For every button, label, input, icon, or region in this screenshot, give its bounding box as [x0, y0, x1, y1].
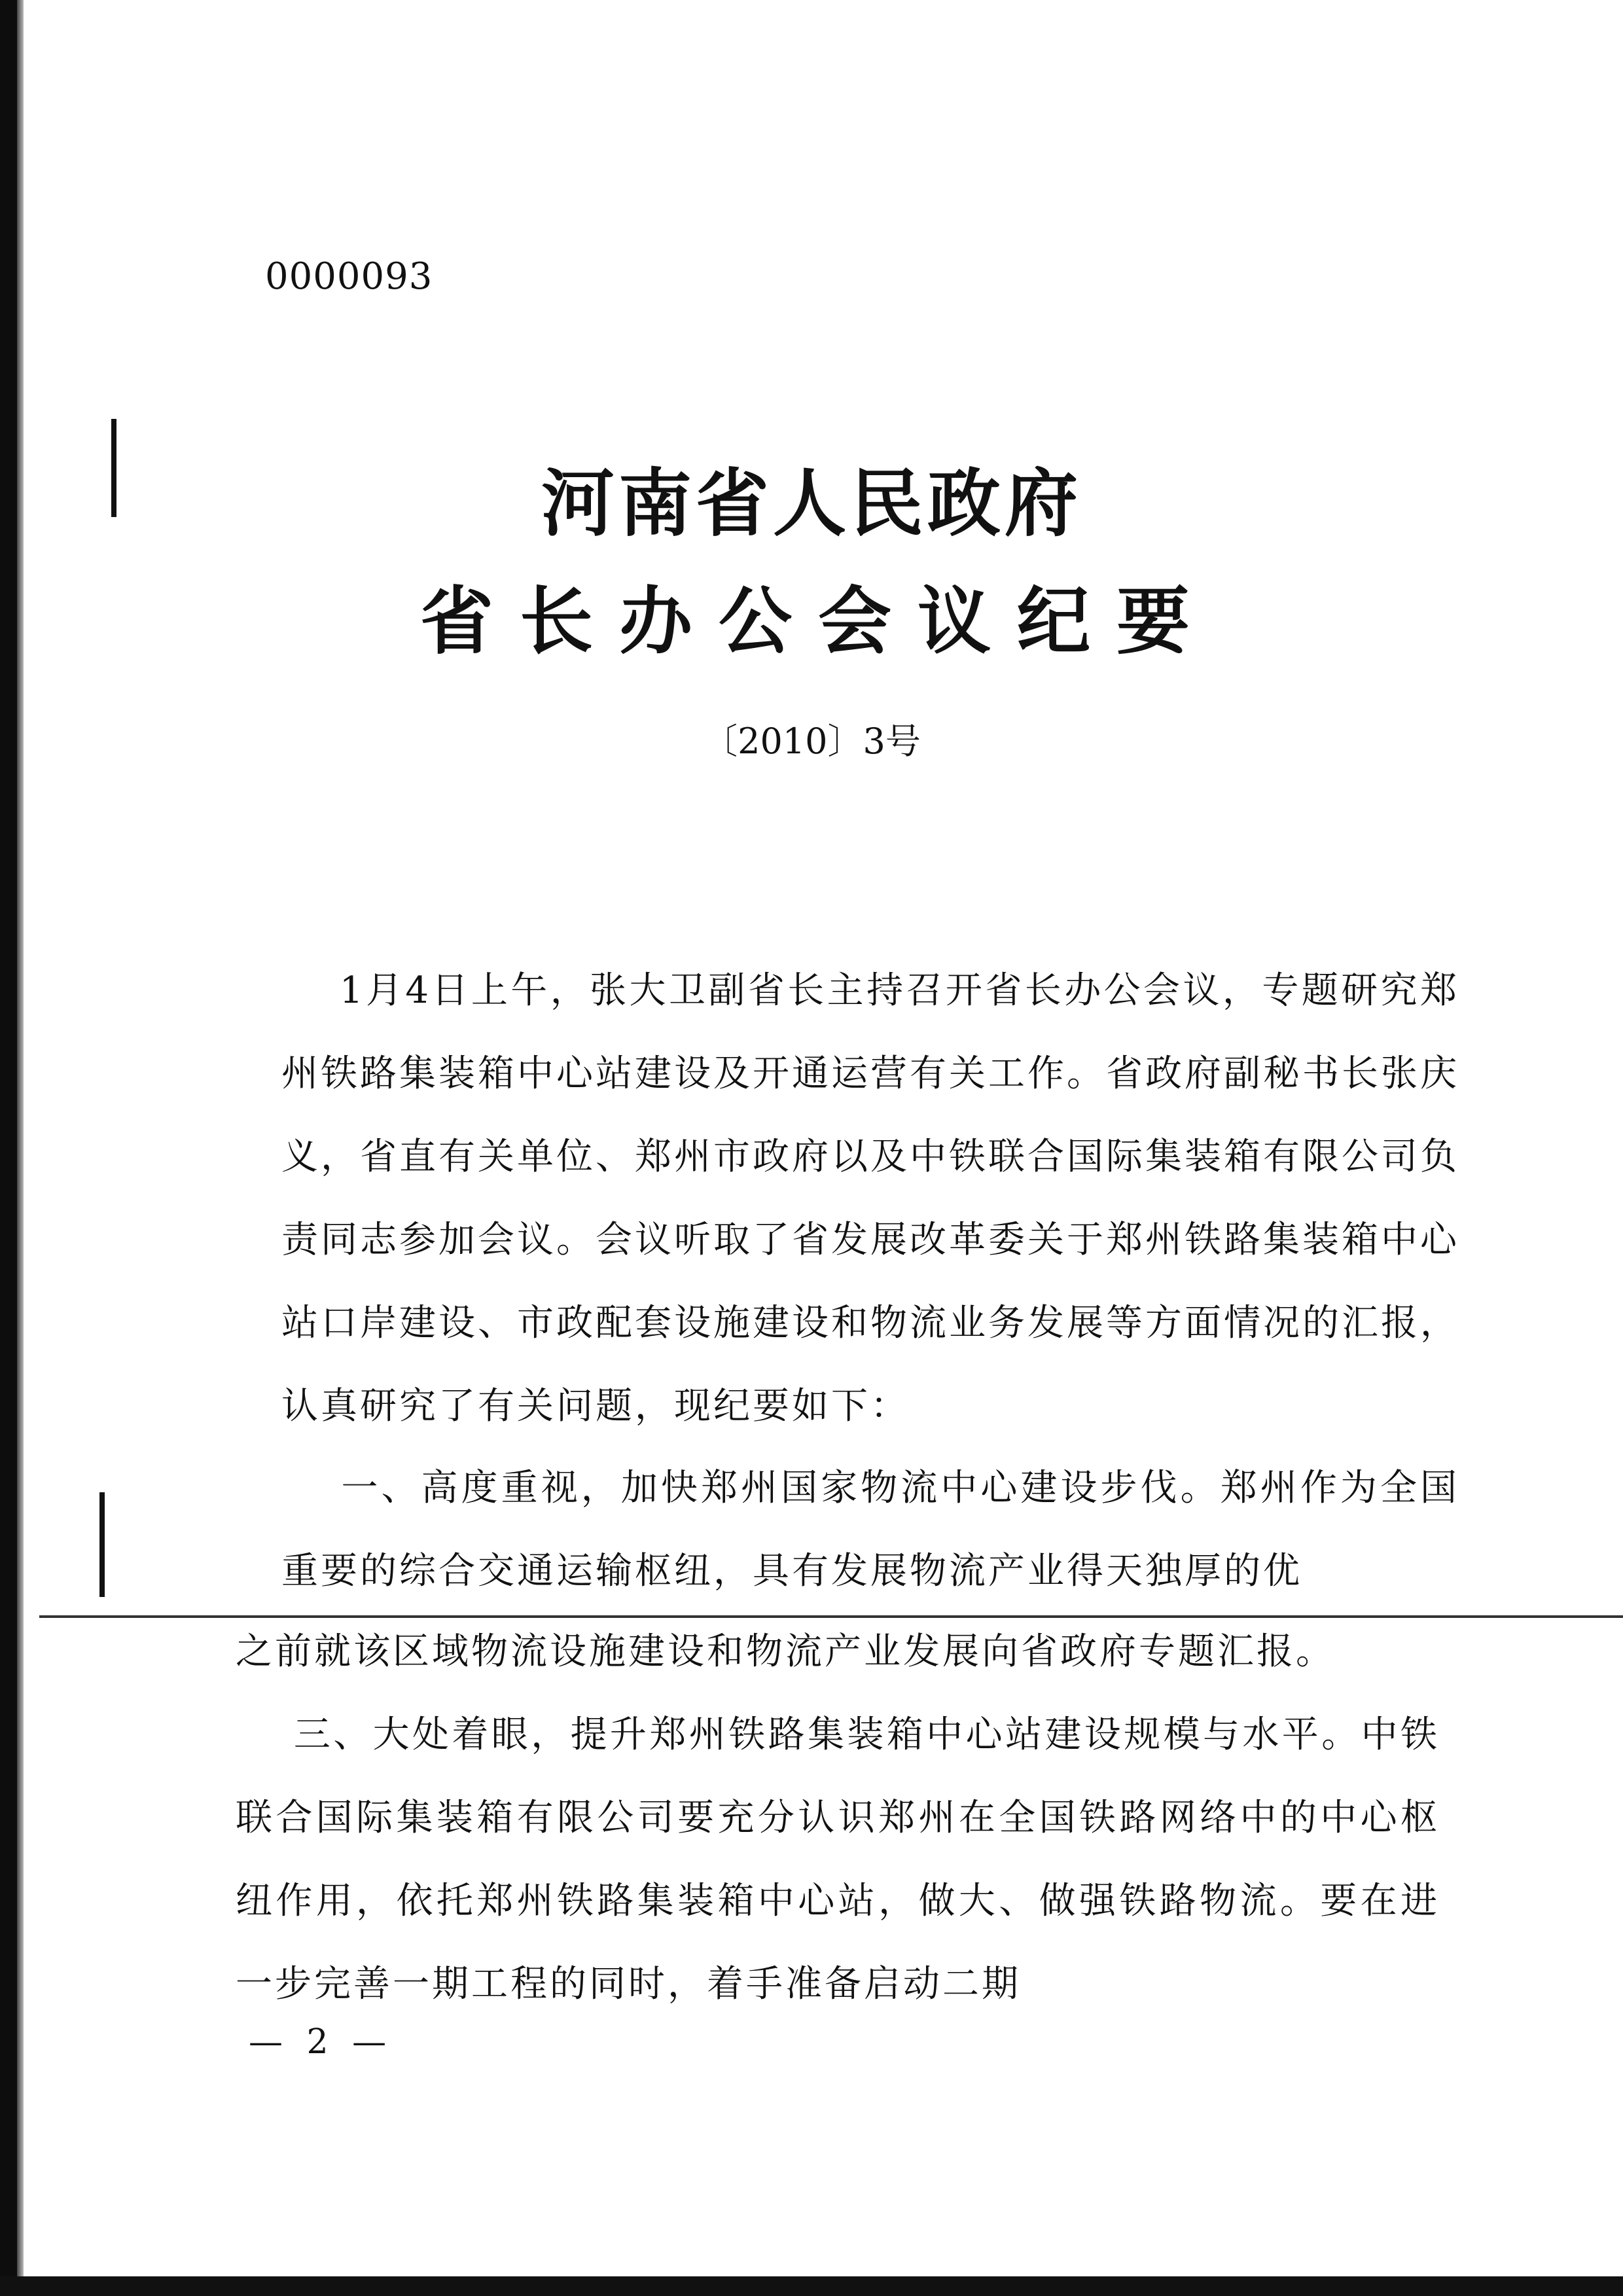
issue-number: 〔2010〕3号: [702, 721, 921, 762]
document-title-issuer: 河南省人民政府: [541, 461, 1082, 547]
scan-left-shadow: [17, 0, 24, 2296]
paragraph-overlap-line: 之前就该区域物流设施建设和物流产业发展向省政府专题汇报。: [236, 1630, 1335, 1673]
paragraph-point-3: 三、大处着眼，提升郑州铁路集装箱中心站建设规模与水平。中铁联合国际集装箱有限公司要充分认识郑州在全国铁路网络中的中心枢纽作用，依托郑州铁路集装箱中心站，做大、做强铁路物流。要在进一步完善一期工程的同时，着手准备启动二期: [236, 1713, 1440, 2005]
paragraph-intro: 1月4日上午，张大卫副省长主持召开省长办公会议，专题研究郑州铁路集装箱中心站建设及开通运营有关工作。省政府副秘书长张庆义，省直有关单位、郑州市政府以及中铁联合国际集装箱有限公司负责同志参加会议。会议听取了省发展改革委关于郑州铁路集装箱中心站口岸建设、市政配套设施建设和物流业务发展等方面情况的汇报，认真研究了有关问题，现纪要如下：: [281, 969, 1460, 1427]
binding-mark-lower: [99, 1492, 105, 1597]
scan-left-border: [0, 0, 17, 2296]
page-number: — 2 —: [249, 2022, 393, 2062]
paragraph-point-1: 一、高度重视，加快郑州国家物流中心建设步伐。郑州作为全国重要的综合交通运输枢纽，具有发展物流产业得天独厚的优: [281, 1467, 1460, 1592]
document-title-type: 省长办公会议纪要: [420, 579, 1216, 664]
scan-bottom-border: [0, 2276, 1623, 2296]
document-serial-number: 0000093: [265, 255, 433, 298]
